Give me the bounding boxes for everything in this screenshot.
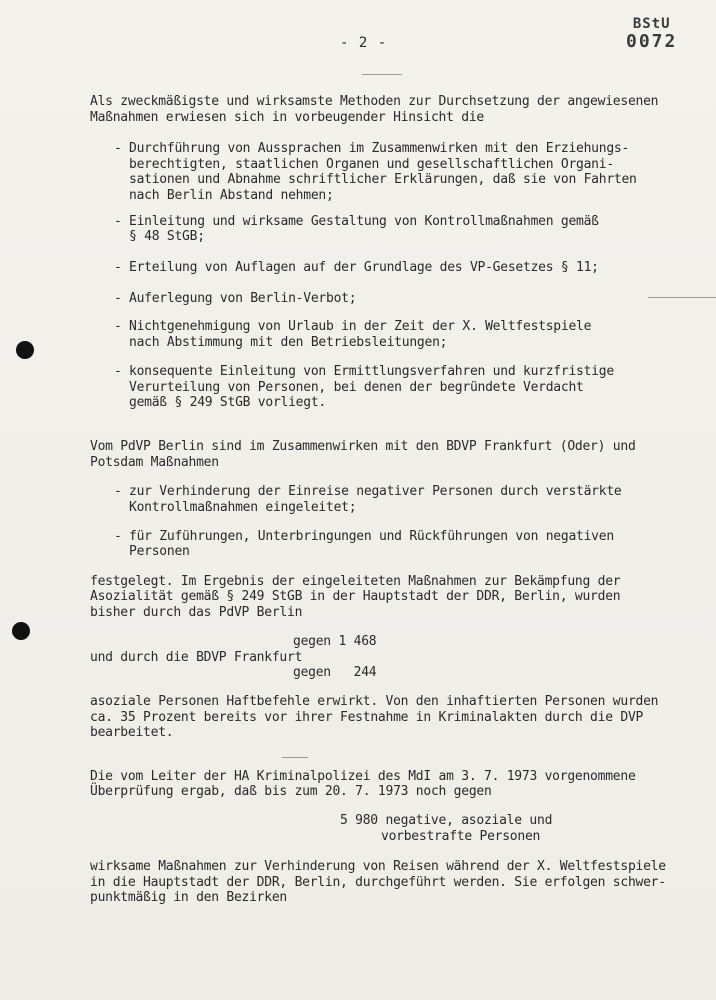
count-berlin: gegen 1 468 — [293, 634, 377, 649]
closing-line: wirksame Maßnahmen zur Verhinderung von Reisen während der X. Weltfestspiele — [90, 859, 666, 874]
review-line: Die vom Leiter der HA Kriminalpolizei des MdI am 3. 7. 1973 vorgenommene — [90, 769, 636, 784]
scan-mark — [648, 297, 716, 298]
archive-stamp-number: 0072 — [626, 31, 678, 52]
warrants-line: ca. 35 Prozent bereits vor ihrer Festnahme in Kriminalakten durch die DVP — [90, 710, 644, 725]
scan-mark — [362, 74, 402, 75]
bullet-dash: - — [114, 260, 122, 275]
measure-line: Einleitung und wirksame Gestaltung von Kontrollmaßnahmen gemäß — [129, 214, 599, 229]
count-persons: vorbestrafte Personen — [381, 829, 541, 844]
pdvp-intro-line: Potsdam Maßnahmen — [90, 455, 219, 470]
closing-line: punktmäßig in den Bezirken — [90, 890, 287, 905]
bullet-dash: - — [114, 364, 122, 379]
bdvp-line: und durch die BDVP Frankfurt — [90, 650, 303, 665]
scan-mark — [282, 757, 308, 758]
pdvp-measure-line: Kontrollmaßnahmen eingeleitet; — [129, 500, 357, 515]
measure-line: Erteilung von Auflagen auf der Grundlage des VP-Gesetzes § 11; — [129, 260, 599, 275]
intro-line: Maßnahmen erwiesen sich in vorbeugender Hinsicht die — [90, 110, 484, 125]
pdvp-measure-line: für Zuführungen, Unterbringungen und Rückführungen von negativen — [129, 529, 614, 544]
intro-line: Als zweckmäßigste und wirksamste Methoden zur Durchsetzung der angewiesenen — [90, 94, 659, 109]
measure-line: sationen und Abnahme schriftlicher Erklärungen, daß sie von Fahrten — [129, 172, 637, 187]
punch-hole-bottom — [12, 622, 30, 640]
measure-line: konsequente Einleitung von Ermittlungsverfahren und kurzfristige — [129, 364, 614, 379]
page-number: - 2 - — [340, 35, 388, 51]
bullet-dash: - — [114, 141, 122, 156]
bullet-dash: - — [114, 214, 122, 229]
review-line: Überprüfung ergab, daß bis zum 20. 7. 1973 noch gegen — [90, 784, 492, 799]
pdvp-measure-line: Personen — [129, 544, 190, 559]
count-frankfurt: gegen 244 — [293, 665, 377, 680]
bullet-dash: - — [114, 291, 122, 306]
warrants-line: asoziale Personen Haftbefehle erwirkt. Von den inhaftierten Personen wurden — [90, 694, 659, 709]
measure-line: Auferlegung von Berlin-Verbot; — [129, 291, 357, 306]
pdvp-intro-line: Vom PdVP Berlin sind im Zusammenwirken mit den BDVP Frankfurt (Oder) und — [90, 439, 636, 454]
measure-line: nach Abstimmung mit den Betriebsleitungen; — [129, 335, 448, 350]
bullet-dash: - — [114, 319, 122, 334]
punch-hole-top — [16, 341, 34, 359]
bullet-dash: - — [114, 484, 122, 499]
measure-line: § 48 StGB; — [129, 229, 205, 244]
measure-line: Durchführung von Aussprachen im Zusammenwirken mit den Erziehungs- — [129, 141, 630, 156]
result-line: Asozialität gemäß § 249 StGB in der Hauptstadt der DDR, Berlin, wurden — [90, 589, 621, 604]
closing-line: in die Hauptstadt der DDR, Berlin, durchgeführt werden. Sie erfolgen schwer- — [90, 875, 666, 890]
measure-line: gemäß § 249 StGB vorliegt. — [129, 395, 326, 410]
measure-line: Nichtgenehmigung von Urlaub in der Zeit der X. Weltfestspiele — [129, 319, 592, 334]
archive-stamp-label: BStU — [632, 16, 671, 32]
archive-stamp — [626, 16, 677, 50]
result-line: festgelegt. Im Ergebnis der eingeleiteten Maßnahmen zur Bekämpfung der — [90, 574, 621, 589]
warrants-line: bearbeitet. — [90, 725, 174, 740]
measure-line: Verurteilung von Personen, bei denen der begründete Verdacht — [129, 380, 584, 395]
count-persons: 5 980 negative, asoziale und — [340, 813, 553, 828]
pdvp-measure-line: zur Verhinderung der Einreise negativer Personen durch verstärkte — [129, 484, 622, 499]
bullet-dash: - — [114, 529, 122, 544]
measure-line: berechtigten, staatlichen Organen und gesellschaftlichen Organi- — [129, 157, 614, 172]
result-line: bisher durch das PdVP Berlin — [90, 605, 303, 620]
measure-line: nach Berlin Abstand nehmen; — [129, 188, 334, 203]
